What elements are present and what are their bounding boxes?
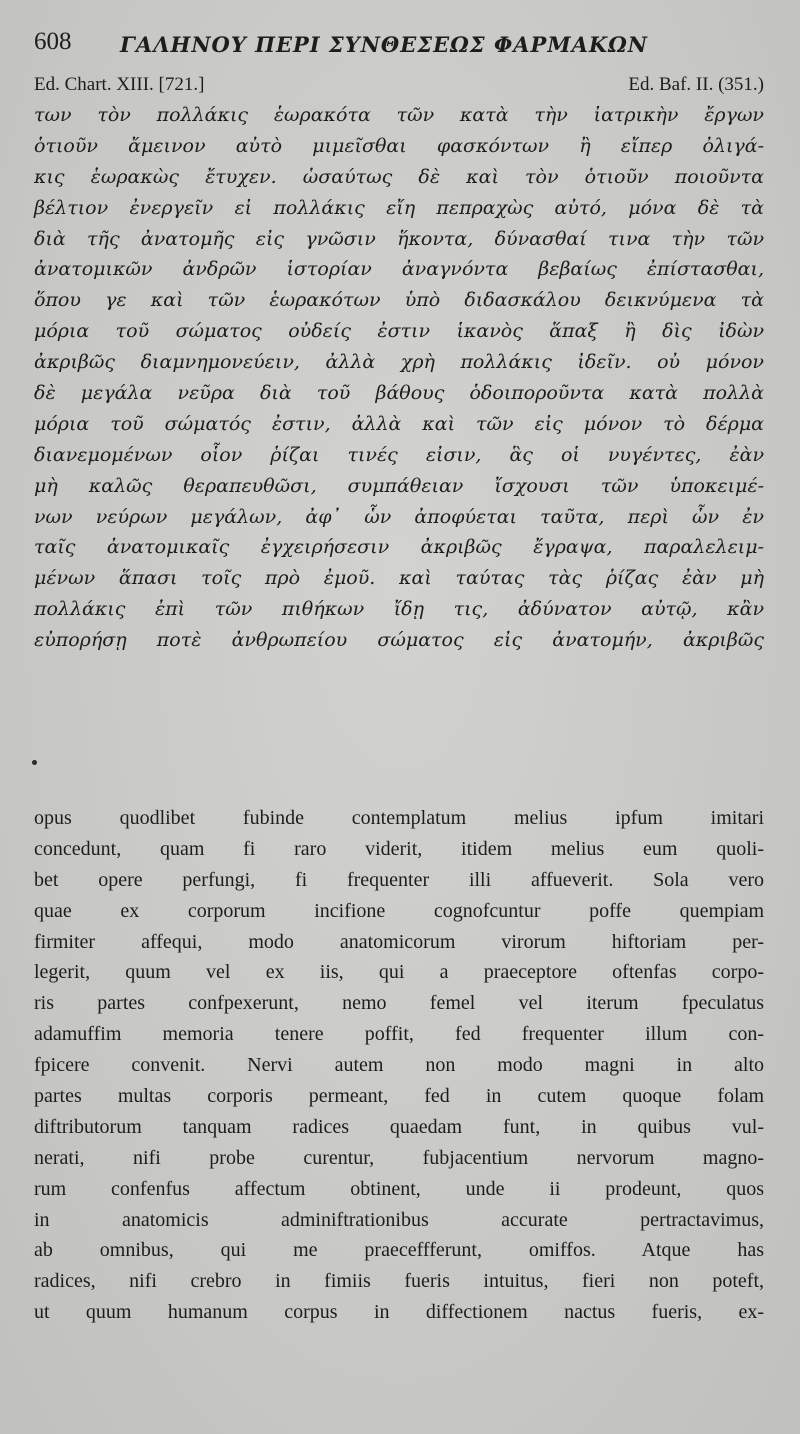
- greek-line: μένων ἅπασι τοῖς πρὸ ἐμοῦ. καὶ ταύτας τὰς ῥίζας ἐὰν μὴ: [34, 567, 764, 590]
- greek-line: ταῖς ἀνατομικαῖς ἐγχειρήσεσιν ἀκριβῶς ἔγραψα, παραλελειμ-: [34, 536, 764, 559]
- latin-line: bet opere perfungi, fi frequenter illi affueverit. Sola vero: [34, 868, 764, 891]
- greek-line: μόρια τοῦ σώματός ἐστιν, ἀλλὰ καὶ τῶν εἰς μόνον τὸ δέρμα: [34, 412, 764, 435]
- latin-line: quae ex corporum incifione cognofcuntur poffe quempiam: [34, 899, 764, 922]
- greek-text-block: [34, 100, 764, 656]
- page-header: [34, 26, 764, 66]
- latin-text-block: [34, 803, 764, 1328]
- latin-line: fpicere convenit. Nervi autem non modo magni in alto: [34, 1054, 764, 1077]
- greek-line: μόρια τοῦ σώματος οὐδείς ἐστιν ἱκανὸς ἅπαξ ἢ δὶς ἰδὼν: [34, 320, 764, 343]
- edition-chartier: Ed. Chart. XIII. [721.]: [34, 74, 205, 95]
- greek-line: των τὸν πολλάκις ἑωρακότα τῶν κατὰ τὴν ἰατρικὴν ἔργων: [34, 104, 764, 126]
- latin-line: ris partes confpexerunt, nemo femel vel iterum fpeculatus: [34, 992, 764, 1015]
- latin-line: in anatomicis adminiftrationibus accurate pertractavimus,: [34, 1208, 764, 1231]
- latin-line: firmiter affequi, modo anatomicorum virorum hiftoriam per-: [34, 930, 764, 953]
- edition-basel: Ed. Baf. II. (351.): [628, 74, 764, 95]
- greek-line: πολλάκις ἐπὶ τῶν πιθήκων ἴδῃ τις, ἀδύνατον αὐτῷ, κἂν: [34, 598, 764, 621]
- greek-line: διὰ τῆς ἀνατομῆς εἰς γνῶσιν ἥκοντα, δύνασθαί τινα τὴν τῶν: [34, 227, 764, 250]
- latin-line: concedunt, quam fi raro viderit, itidem melius eum quoli-: [34, 837, 764, 860]
- greek-line: εὐπορήσῃ ποτὲ ἀνθρωπείου σώματος εἰς ἀνατομήν, ἀκριβῶς: [34, 629, 764, 652]
- latin-line: diftributorum tanquam radices quaedam funt, in quibus vul-: [34, 1115, 764, 1138]
- greek-line: ἀκριβῶς διαμνημονεύειν, ἀλλὰ χρὴ πολλάκις ἰδεῖν. οὐ μόνον: [34, 351, 764, 374]
- latin-line: radices, nifi crebro in fimiis fueris intuitus, fieri non poteft,: [34, 1270, 764, 1293]
- greek-line: βέλτιον ἐνεργεῖν εἰ πολλάκις εἴη πεπραχὼς αὐτό, μόνα δὲ τὰ: [34, 196, 764, 219]
- latin-line: ab omnibus, qui me praeceffferunt, omiffos. Atque has: [34, 1239, 764, 1262]
- latin-line: ut quum humanum corpus in diffectionem nactus fueris, ex-: [34, 1301, 764, 1324]
- latin-line: partes multas corporis permeant, fed in cutem quoque folam: [34, 1085, 764, 1108]
- page-number: 608: [34, 28, 72, 55]
- section-divider-dot: [32, 760, 37, 765]
- greek-line: μὴ καλῶς θεραπευθῶσι, συμπάθειαν ἴσχουσι τῶν ὑποκειμέ-: [34, 474, 764, 497]
- greek-line: ὁτιοῦν ἄμεινον αὐτὸ μιμεῖσθαι φασκόντων ἢ εἴπερ ὀλιγά-: [34, 134, 764, 157]
- latin-line: legerit, quum vel ex iis, qui a praeceptore oftenfas corpo-: [34, 961, 764, 984]
- latin-line: nerati, nifi probe curentur, fubjacentium nervorum magno-: [34, 1146, 764, 1169]
- latin-line: opus quodlibet fubinde contemplatum melius ipfum imitari: [34, 807, 764, 829]
- latin-line: rum confenfus affectum obtinent, unde ii prodeunt, quos: [34, 1177, 764, 1200]
- greek-line: ἀνατομικῶν ἀνδρῶν ἱστορίαν ἀναγνόντα βεβαίως ἐπίστασθαι,: [34, 258, 764, 281]
- greek-line: ὅπου γε καὶ τῶν ἑωρακότων ὑπὸ διδασκάλου δεικνύμενα τὰ: [34, 289, 764, 312]
- greek-line: διανεμομένων οἷον ῥίζαι τινές εἰσιν, ἃς οἱ νυγέντες, ἐὰν: [34, 443, 764, 466]
- edition-reference-line: [34, 74, 764, 102]
- greek-line: δὲ μεγάλα νεῦρα διὰ τοῦ βάθους ὁδοιποροῦντα κατὰ πολλὰ: [34, 382, 764, 405]
- running-title: ΓΑΛΗΝΟΥ ΠΕΡΙ ΣΥΝΘΕΣΕΩΣ ΦΑΡΜΑΚΩΝ: [120, 32, 648, 57]
- latin-line: adamuffim memoria tenere poffit, fed frequenter illum con-: [34, 1023, 764, 1046]
- greek-line: κις ἑωρακὼς ἔτυχεν. ὡσαύτως δὲ καὶ τὸν ὁτιοῦν ποιοῦντα: [34, 165, 764, 188]
- greek-line: νων νεύρων μεγάλων, ἀφ᾽ ὧν ἀποφύεται ταῦτα, περὶ ὧν ἐν: [34, 505, 764, 528]
